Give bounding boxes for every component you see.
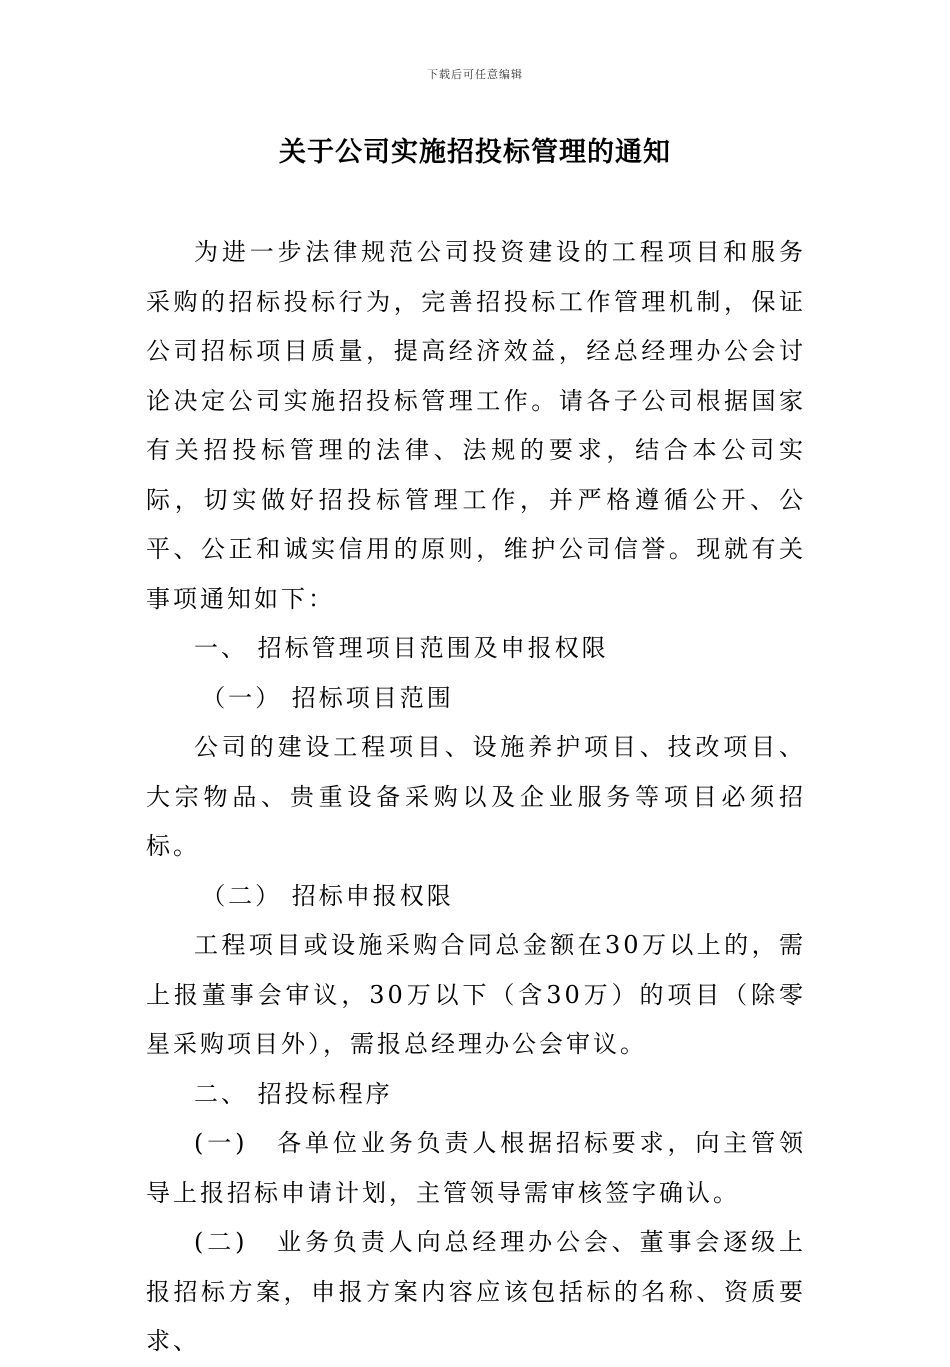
intro-paragraph: 为进一步法律规范公司投资建设的工程项目和服务采购的招标投标行为，完善招投标工作管理机制，保证公司招标项目质量，提高经济效益，经总经理办公会讨论决定公司实施招投标管理工作。请各子公司根据国家有关招投标管理的法律、法规的要求，结合本公司实际，切实做好招投标管理工作，并严格遵循公开、公平、公正和诚实信用的原则，维护公司信誉。现就有关事项通知如下： — [146, 238, 806, 613]
section-2-item-2-number: (二) — [194, 1228, 248, 1256]
section-1-item-1-heading — [146, 674, 806, 724]
section-2-title: 招投标程序 — [257, 1079, 393, 1108]
section-2-heading — [146, 1070, 806, 1120]
section-1-item-2-title: 招标申报权限 — [291, 881, 454, 910]
section-2-number: 二、 — [194, 1079, 248, 1108]
section-2-item-1-text: 各单位业务负责人根据招标要求，向主管领导上报招标申请计划，主管领导需审核签字确认。 — [146, 1129, 807, 1207]
section-2-item-1 — [146, 1119, 806, 1218]
page-title: 关于公司实施招投标管理的通知 — [279, 137, 671, 168]
section-1-number: 一、 — [194, 634, 248, 662]
section-2-item-1-number: (一) — [194, 1129, 248, 1157]
section-1-title: 招标管理项目范围及申报权限 — [257, 634, 609, 662]
document-body — [146, 228, 806, 1367]
section-1-item-2-text: 工程项目或设施采购合同总金额在30万以上的，需上报董事会审议，30万以下（含30万）的项目（除零星采购项目外），需报总经理办公会审议。 — [146, 931, 806, 1058]
section-1-item-2-heading — [146, 872, 806, 922]
section-2-item-2-text: 业务负责人向总经理办公会、董事会逐级上报招标方案，申报方案内容应该包括标的名称、资质要求、 — [146, 1228, 807, 1355]
section-1-item-1-number: （一） — [201, 683, 283, 712]
section-1-item-2-number: （二） — [201, 881, 283, 910]
section-2-item-2 — [146, 1218, 806, 1367]
section-1-heading — [146, 624, 806, 674]
section-1-item-1-text: 公司的建设工程项目、设施养护项目、技改项目、大宗物品、贵重设备采购以及企业服务等项目必须招标。 — [146, 733, 806, 860]
section-1-item-1-title: 招标项目范围 — [291, 683, 454, 712]
header-note: 下载后可任意编辑 — [427, 68, 523, 81]
